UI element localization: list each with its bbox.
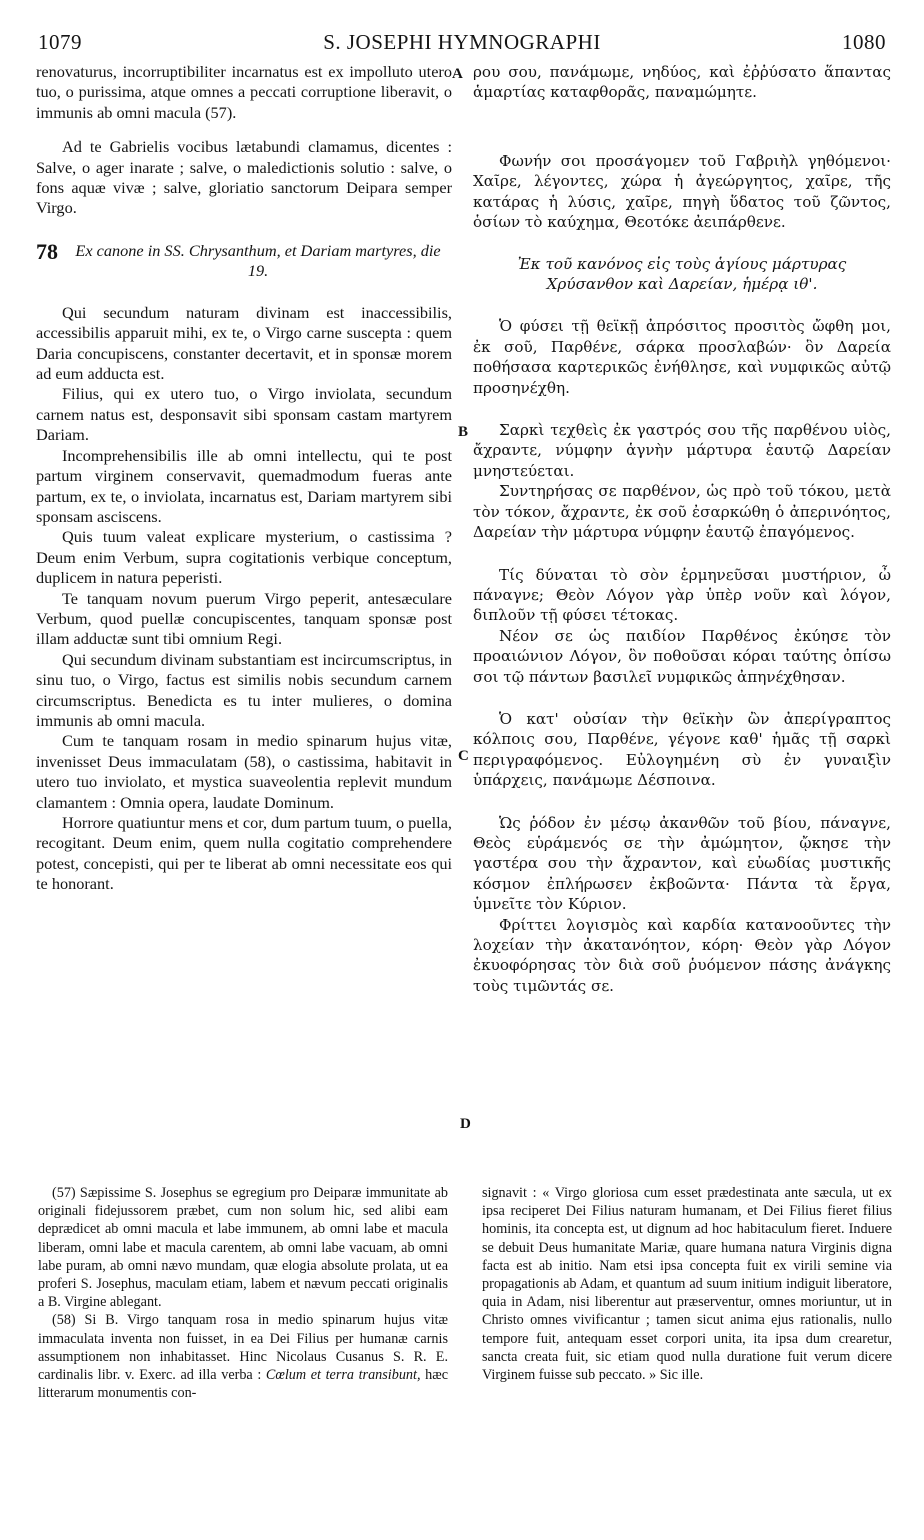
latin-paragraph: Quis tuum valeat explicare mysterium, o castissima ? Deum enim Verbum, supra cogitationis verbique conceptum, duplicem in natura peperisti. [36,527,452,588]
footnote-58-end: hæc litterarum monumentis con- [38,1367,448,1402]
latin-paragraph: Cum te tanquam rosam in medio spinarum hujus vitæ, invenisset Deus immaculatam (58), o castissima, habitavit in utero tuo inviolato, et mystica suaveolentia replevit mundum clamantem : Omnia opera, laudate Dominum. [36,731,452,812]
latin-paragraph: Filius, qui ex utero tuo, o Virgo inviolata, secundum carnem natus est, desponsavit sibi sponsam castam martyrem Dariam. [36,384,452,445]
running-header [38,30,886,58]
margin-marker-b: B [458,424,469,440]
greek-paragraph: Φρίττει λογισμὸς καὶ καρδία κατανοοῦντες τὴν λοχείαν τὴν ἀκατανόητον, κόρη· Θεὸν γὰρ Λόγον ἐκυοφόρησας τὸν διὰ σοῦ ῥυόμενον πάσης ἀνάγκης τοὺς τιμῶντάς σε. [473,915,891,995]
running-title: S. JOSEPHI HYMNOGRAPHI [323,30,601,54]
footnote-continuation: signavit : « Virgo gloriosa cum esset prædestinata ante sæcula, ut ex ipsa reciperet Dei Filius naturam humanam, et Dei Filius fieret filius hominis, ita concepta est, ut dignum ad hoc habitaculum fieret. Induere se debuit Deus humanitate Mariæ, quare humana natura Virginis digna facta est ab initio. Nam etsi ipsa concepta fuit ex virili semine via propagationis ab Adam, et quantum ad suum initium indiguit liberatore, quia in Adam, nisi liberentur aut præserventur, omnes moriuntur, ut in Christo omnes vivificantur ; tamen sicut anima ejus rationalis, nullo tempore fuit, antequam esset corpori unita, ita ipsa dum crearetur, sancta creata fuit, sic etiam quod nulla duratione fuit verum dicere Virginem fuisse sub peccato. » Sic ille. [482,1185,892,1384]
greek-section-title: Ἐκ τοῦ κανόνος εἰς τοὺς ἁγίους μάρτυρας Χρύσανθον καὶ Δαρείαν, ἡμέρᾳ ιθ'. [517,255,847,294]
greek-paragraph: Τίς δύναται τὸ σὸν ἑρμηνεῦσαι μυστήριον, ὦ πάναγνε; Θεὸν Λόγον γὰρ ὑπὲρ νοῦν καὶ λόγον, διπλοῦν τῇ φύσει τέτοκας. [473,565,891,625]
right-page-number: 1080 [842,30,886,54]
latin-paragraph: Ad te Gabrielis vocibus lætabundi clamamus, dicentes : Salve, o ager inarate ; salve, o maledictionis solutio : salve, o fons aquæ vivæ ; salve, gloriatio sanctorum Deipara semper Virgo. [36,137,452,218]
margin-marker-d: D [460,1116,471,1132]
greek-paragraph: Φωνήν σοι προσάγομεν τοῦ Γαβριὴλ γηθόμενοι· Χαῖρε, λέγοντες, χώρα ἡ ἀγεώργητος, χαῖρε, τῆς κατάρας ἡ λύσις, χαῖρε, πηγὴ ὕδατος τοῦ ζῶντος, ὁσίων τὸ καύχημα, Θεοτόκε ἀειπάρθενε. [473,151,891,232]
left-page-number: 1079 [38,30,82,54]
footnotes-left [38,1184,448,1402]
greek-paragraph: Ὁ κατ' οὐσίαν τὴν θεϊκὴν ὢν ἀπερίγραπτος κόλποις σου, Παρθένε, γέγονε καθ' ἡμᾶς τῇ σαρκὶ περιγραφόμενος. Εὐλογημένη σὺ ἐν γυναιξὶν ὑπάρχεις, πανάμωμε Δέσποινα. [473,709,891,790]
latin-paragraph: Incomprehensibilis ille ab omni intellectu, qui te post partum virginem conservavit, quemadmodum fueras ante partum, ex te, o inviolata, incarnatus est, Dariam martyrem sibi sponsam asciscens. [36,445,452,526]
margin-marker-c: C [458,748,469,764]
greek-paragraph: Ὁ φύσει τῇ θεϊκῇ ἀπρόσιτος προσιτὸς ὤφθη μοι, ἐκ σοῦ, Παρθένε, σάρκα προσλαβών· ὃν Δαρεία ποθήσασα καρτερικῶς ἐνήθλησε, καὶ νυμφικῶς αὐτῷ προσηνέχθη. [473,317,891,397]
latin-paragraph: Te tanquam novum puerum Virgo peperit, antesæculare Verbum, quod puellæ concupiscentes, tanquam sponsæ post illam adductæ sunt tibi omnium Regi. [36,588,452,649]
footnote-58-quote: Cœlum et terra transibunt, [265,1367,421,1384]
latin-paragraph: renovaturus, incorruptibiliter incarnatus est ex impolluto utero tuo, o purissima, atque omnes a peccati corruptione liberavit, o immunis ab omni macula (57). [36,62,452,122]
footnote-58-text: (58) Si B. Virgo tanquam rosa in medio spinarum hujus vitæ immaculata inventa non fuisset, in ea Dei Filius per humanæ carnis assumptionem non inhabitasset. Hinc Nicolaus Cusanus S. R. E. cardinalis libr. v. Exerc. ad illa verba : [38,1312,448,1384]
latin-section-title: Ex canone in SS. Chrysanthum, et Dariam martyres, die 19. [75,240,441,280]
greek-paragraph: ρου σου, πανάμωμε, νηδύος, καὶ ἐῤῥύσατο ἅπαντας ἁμαρτίας καταφθορᾶς, παναμώμητε. [473,63,891,102]
latin-section-heading [36,238,452,281]
latin-paragraph: Horrore quatiuntur mens et cor, dum partum tuum, o puella, recogitant. Deum enim, quem nulla cogitatio comprehendere potest, concepisti, qui per te liberat ab omni necessitate eos qui te honorant. [36,813,453,894]
latin-paragraph: Qui secundum naturam divinam est inaccessibilis, accessibilis apparuit mihi, ex te, o Virgo carne suscepta : quem Daria concupiscens, constanter decertavit, et in sponsæ morem ad eum adducta est. [36,302,452,384]
greek-paragraph: Νέον σε ὡς παιδίον Παρθένος ἐκύησε τὸν προαιώνιον Λόγον, ὃν ποθοῦσαι κόραι ταύτης ὀπίσω σοι τῷ πάντων βασιλεῖ νυμφικῶς ἀπηνέχθησαν. [473,626,891,686]
greek-paragraph: Σαρκὶ τεχθεὶς ἐκ γαστρός σου τῆς παρθένου υἱὸς, ἄχραντε, νύμφην ἁγνὴν μάρτυρα ἑαυτῷ Δαρείαν μνηστεύεται. [473,421,891,480]
margin-marker-a: A [452,66,463,82]
latin-paragraph: Qui secundum divinam substantiam est incircumscriptus, in sinu tuo, o Virgo, factus est similis nobis secundum carnem circumscriptus. Benedicta es tu inter mulieres, o domina immunis ab omni macula. [36,649,452,730]
section-number: 78 [36,238,58,264]
footnote-57: (57) Sæpissime S. Josephus se egregium pro Deiparæ immunitate ab originali fidejussorem præbet, cum non solum hic, sed alibi eam deprædicet ab omni macula et labe immunem, ab omni labe et macula liberam, omni labe et macula carentem, ab omni labe vacuam, ab omni labe puram, ab omni nævo mundam, quæ elogia absolute prolata, ut ea proferi S. Josephus, maculam etiam, labem et nævum peccati originalis a B. Virgine ablegant. [38,1185,448,1311]
latin-column [36,62,452,895]
greek-paragraph: Συντηρήσας σε παρθένον, ὡς πρὸ τοῦ τόκου, μετὰ τὸν τόκον, ἄχραντε, ἐκ σοῦ ἐσαρκώθη ὁ ἀπερινόητος, Δαρείαν τὴν μάρτυρα νύμφην ἑαυτῷ ἐπαγόμενος. [473,482,891,542]
footnote-58 [38,1311,448,1402]
greek-paragraph: Ὡς ῥόδον ἐν μέσῳ ἀκανθῶν τοῦ βίου, πάναγνε, Θεὸς εὑράμενός σε τὴν ἀμώμητον, ᾤκησε τὴν γαστέρα σου τὴν ἄχραντον, καὶ εὐωδίας μυστικῆς κόσμον ἐπλήρωσεν ἐκβοῶντα· Πάντα τὰ ἔργα, ὑμνεῖτε τὸν Κύριον. [473,813,891,914]
footnotes-right [482,1184,892,1384]
greek-column [473,62,891,996]
